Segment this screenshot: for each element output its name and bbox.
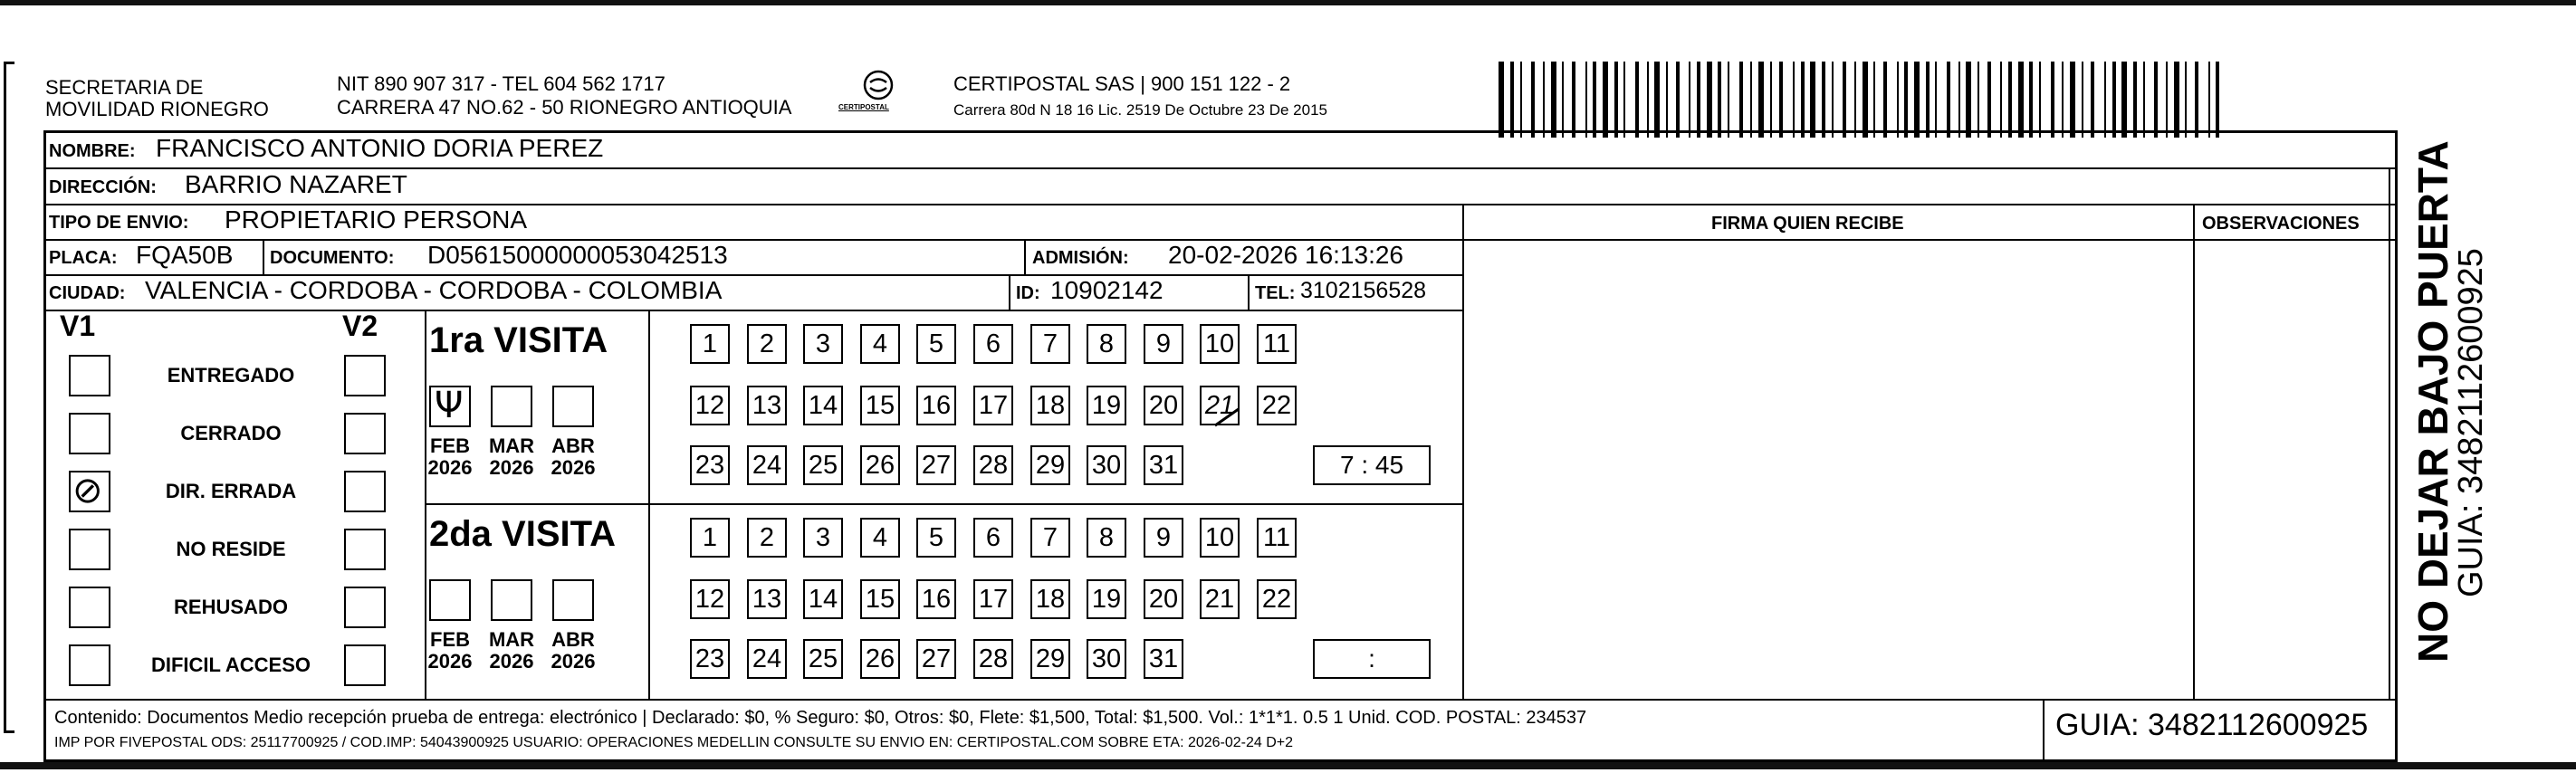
barcode-bar [2051,62,2054,138]
col-divider [2043,699,2045,762]
day-box[interactable]: 25 [803,639,843,679]
issuer-nit: NIT 890 907 317 - TEL 604 562 1717 [337,72,666,95]
barcode-bar [2174,62,2179,138]
id-label: ID: [1016,283,1040,303]
day-box[interactable]: 6 [973,518,1013,558]
v1-checkbox[interactable] [69,413,110,454]
day-box[interactable]: 21 [1200,579,1240,619]
day-box[interactable]: 4 [860,324,900,364]
ciudad-value: VALENCIA - CORDOBA - CORDOBA - COLOMBIA [145,276,723,304]
barcode-bar [1977,62,1979,138]
col-divider [1462,204,1464,700]
barcode-bar [1572,62,1575,138]
v2-checkbox[interactable] [344,529,386,570]
time-box[interactable]: : [1313,639,1431,679]
day-box[interactable]: 12 [690,386,730,425]
month-checkbox[interactable] [491,386,532,427]
barcode-bar [1531,62,1535,138]
tipo-envio-value: PROPIETARIO PERSONA [225,205,527,234]
day-box[interactable]: 8 [1087,324,1126,364]
day-box[interactable]: 30 [1087,639,1126,679]
visit-title: 1ra VISITA [429,320,608,360]
time-box[interactable]: 7 : 45 [1313,445,1431,485]
certipostal-logo-icon [862,69,895,101]
col-divider [1248,274,1250,310]
day-box[interactable]: 13 [747,579,787,619]
barcode-bar [1647,62,1649,138]
row-divider [43,310,1463,311]
col-divider [1009,274,1010,310]
col-divider [2389,167,2390,700]
barcode-bar [2029,62,2033,138]
barcode-bar [1843,62,1846,138]
status-label-5: DIFICIL ACCESO [150,654,311,676]
barcode-bar [1801,62,1805,138]
row-divider [648,503,1463,505]
status-label-2: DIR. ERRADA [165,480,297,502]
barcode-bar [1750,62,1752,138]
barcode-bar [1562,62,1564,138]
barcode-bar [1654,62,1660,138]
barcode-bar [1718,62,1721,138]
year-label: 2026 [489,650,534,673]
day-box[interactable]: 2 [747,518,787,558]
barcode-bar [2208,62,2210,138]
documento-value: D05615000000053042513 [427,241,728,269]
barcode-bar [1499,62,1504,138]
day-box[interactable]: 27 [916,639,956,679]
day-box[interactable]: 27 [916,445,956,485]
barcode-bar [2154,62,2158,138]
barcode-bar [1520,62,1522,138]
barcode-bar [1707,62,1712,138]
col-divider [2193,204,2195,700]
tel-label: TEL: [1255,283,1296,303]
v2-label: V2 [342,310,378,342]
footer-guia: GUIA: 3482112600925 [2055,708,2369,742]
status-label-1: CERRADO [180,422,282,444]
barcode-bar [2121,62,2127,138]
barcode-bar [2070,62,2075,138]
day-box[interactable]: 17 [973,579,1013,619]
barcode-bar [2000,62,2002,138]
barcode-bar [1958,62,1960,138]
month-checkbox[interactable] [491,579,532,621]
tel-value: 3102156528 [1300,278,1427,303]
barcode-bar [1697,62,1700,138]
day-box[interactable]: 20 [1144,579,1183,619]
v1-checkbox[interactable] [69,471,110,512]
observaciones-label: OBSERVACIONES [2202,214,2360,234]
barcode-bar [1947,62,1950,138]
barcode-bar [2166,62,2168,138]
year-label: 2026 [427,456,473,479]
nombre-value: FRANCISCO ANTONIO DORIA PEREZ [156,134,604,162]
year-label: 2026 [427,650,473,673]
day-box[interactable]: 1 [690,324,730,364]
barcode-bar [1897,62,1899,138]
day-box[interactable]: 22 [1257,386,1297,425]
day-box[interactable]: 10 [1200,518,1240,558]
day-box[interactable]: 7 [1030,518,1070,558]
month-checkbox[interactable] [552,386,594,427]
day-box[interactable]: 14 [803,579,843,619]
barcode-bar [2195,62,2198,138]
day-box[interactable]: 15 [860,386,900,425]
col-divider [1024,239,1026,275]
no-dejar-bajo-puerta: NO DEJAR BAJO PUERTA [2409,140,2456,663]
day-box[interactable]: 22 [1257,579,1297,619]
day-box[interactable]: 19 [1087,386,1126,425]
v1-checkbox[interactable] [69,355,110,396]
barcode-bar [2216,62,2219,138]
month-checkbox[interactable] [429,579,471,621]
day-box[interactable]: 11 [1257,324,1297,364]
issuer-name-line1: SECRETARIA DE [45,76,204,99]
barcode-bar [1614,62,1618,138]
day-box[interactable]: 2 [747,324,787,364]
barcode-bar [1623,62,1625,138]
day-box[interactable]: 31 [1144,445,1183,485]
barcode-bar [2104,62,2106,138]
col-divider [263,239,264,275]
ciudad-label: CIUDAD: [49,283,126,303]
barcode-bar [1883,62,1887,138]
barcode-bar [2018,62,2024,138]
v1-checkbox[interactable] [69,644,110,686]
footer-imp: IMP POR FIVEPOSTAL ODS: 25117700925 / COD.IMP: 54043900925 USUARIO: OPERACIONES MEDELLIN CONSULTE SU ENVIO EN: CERTIPOSTAL.COM SOBRE ETA: 2026-02-24 D+2 [54,735,1294,750]
barcode-bar [1551,62,1556,138]
day-box[interactable]: 19 [1087,579,1126,619]
side-guia: GUIA: 3482112600925 [2452,248,2490,597]
day-box[interactable]: 28 [973,639,1013,679]
day-box[interactable]: 8 [1087,518,1126,558]
direccion-label: DIRECCIÓN: [49,177,157,197]
day-box[interactable]: 3 [803,518,843,558]
barcode-bar [1689,62,1690,138]
firma-label: FIRMA QUIEN RECIBE [1711,214,1904,234]
direccion-value: BARRIO NAZARET [185,170,407,198]
day-box[interactable]: 9 [1144,518,1183,558]
day-box[interactable]: 29 [1030,639,1070,679]
top-rule [0,0,2576,5]
year-label: 2026 [551,456,596,479]
day-box[interactable]: 26 [860,445,900,485]
barcode-bar [1987,62,1991,138]
barcode-bar [1593,62,1596,138]
barcode-bar [2082,62,2083,138]
barcode-bar [1854,62,1856,138]
day-box[interactable]: 25 [803,445,843,485]
barcode-bar [2112,62,2116,138]
day-box[interactable]: 4 [860,518,900,558]
admision-value: 20-02-2026 16:13:26 [1168,241,1403,269]
day-box[interactable]: 16 [916,579,956,619]
status-label-0: ENTREGADO [167,364,295,386]
barcode-bar [1926,62,1930,138]
barcode-bar [1793,62,1795,138]
day-box[interactable]: 11 [1257,518,1297,558]
placa-value: FQA50B [136,241,234,269]
row-divider [43,167,2398,169]
left-bracket [4,62,14,733]
check-mark-icon: Ψ [435,385,464,426]
v2-checkbox[interactable] [344,471,386,512]
v1-checkbox[interactable] [69,529,110,570]
day-box[interactable]: 26 [860,639,900,679]
v1-checkbox[interactable] [69,587,110,628]
day-box[interactable]: 12 [690,579,730,619]
barcode-bar [1676,62,1680,138]
documento-label: DOCUMENTO: [270,248,395,268]
barcode-bar [2091,62,2094,138]
barcode-bar [1935,62,1937,138]
admision-label: ADMISIÓN: [1032,248,1129,268]
day-box[interactable]: 30 [1087,445,1126,485]
barcode-bar [1914,62,1920,138]
day-box[interactable]: 15 [860,579,900,619]
v2-checkbox[interactable] [344,644,386,686]
day-box[interactable]: 16 [916,386,956,425]
tipo-envio-label: TIPO DE ENVIO: [49,213,189,233]
day-box[interactable]: 24 [747,445,787,485]
day-box[interactable]: 1 [690,518,730,558]
barcode-bar [1510,62,1514,138]
status-label-4: REHUSADO [174,596,288,618]
month-label: FEB [430,628,470,651]
barcode-bar [2062,62,2064,138]
month-label: FEB [430,434,470,457]
barcode-bar [1810,62,1815,138]
barcode-bar [1770,62,1772,138]
barcode-bar [2143,62,2145,138]
day-box[interactable]: 7 [1030,324,1070,364]
barcode-bar [1728,62,1729,138]
placa-label: PLACA: [49,248,118,268]
day-box[interactable]: 23 [690,445,730,485]
logo-caption: CERTIPOSTAL [838,103,889,111]
month-label: ABR [551,628,595,651]
barcode-bar [1904,62,1908,138]
v2-checkbox[interactable] [344,587,386,628]
barcode-bar [1966,62,1971,138]
carrier-name: CERTIPOSTAL SAS | 900 151 122 - 2 [953,72,1291,95]
barcode-bar [1666,62,1668,138]
year-label: 2026 [551,650,596,673]
bottom-rule [0,762,2576,769]
barcode-bar [1635,62,1639,138]
day-box[interactable]: 5 [916,324,956,364]
v2-checkbox[interactable] [344,413,386,454]
year-label: 2026 [489,456,534,479]
day-box[interactable]: 14 [803,386,843,425]
status-label-3: NO RESIDE [176,538,286,560]
day-box[interactable]: 18 [1030,386,1070,425]
footer-content: Contenido: Documentos Medio recepción prueba de entrega: electrónico | Declarado: $0, % Seguro: $0, Otros: $0, Flete: $1,500, Total: $1,500. Vol.: 1*1*1. 0.5 1 Unid. COD. POSTAL: 234537 [54,708,1587,728]
barcode-bar [1779,62,1783,138]
barcode-bar [1822,62,1825,138]
day-box[interactable]: 17 [973,386,1013,425]
issuer-name-line2: MOVILIDAD RIONEGRO [45,98,269,120]
barcode-bar [2133,62,2137,138]
barcode-bar [1832,62,1834,138]
barcode-bar [1543,62,1545,138]
barcode-bar [2039,62,2041,138]
carrier-license: Carrera 80d N 18 16 Lic. 2519 De Octubre 23 De 2015 [953,101,1327,119]
barcode-bar [2185,62,2187,138]
day-box[interactable]: 6 [973,324,1013,364]
day-box[interactable]: 23 [690,639,730,679]
day-box[interactable]: 9 [1144,324,1183,364]
issuer-address: CARRERA 47 NO.62 - 50 RIONEGRO ANTIOQUIA [337,96,792,119]
day-box[interactable]: 21 [1200,386,1240,425]
v2-checkbox[interactable] [344,355,386,396]
nombre-label: NOMBRE: [49,141,136,161]
barcode [1499,62,2223,138]
visit-title: 2da VISITA [429,514,616,554]
day-box[interactable]: 24 [747,639,787,679]
day-box[interactable]: 5 [916,518,956,558]
row-divider [425,503,648,505]
month-checkbox[interactable] [429,386,471,427]
barcode-bar [1585,62,1587,138]
day-box[interactable]: 13 [747,386,787,425]
month-label: ABR [551,434,595,457]
day-box[interactable]: 31 [1144,639,1183,679]
month-label: MAR [488,628,535,651]
day-box[interactable]: 18 [1030,579,1070,619]
day-box[interactable]: 3 [803,324,843,364]
day-box[interactable]: 10 [1200,324,1240,364]
barcode-bar [1873,62,1875,138]
barcode-bar [1758,62,1764,138]
barcode-bar [1603,62,1608,138]
row-divider [43,699,2398,701]
barcode-bar [1739,62,1743,138]
barcode-bar [1863,62,1868,138]
barcode-bar [2008,62,2012,138]
month-label: MAR [488,434,535,457]
v1-label: V1 [60,310,96,342]
month-checkbox[interactable] [552,579,594,621]
day-box[interactable]: 20 [1144,386,1183,425]
day-box[interactable]: 29 [1030,445,1070,485]
check-mark-icon: ⊘ [72,470,103,511]
day-box[interactable]: 28 [973,445,1013,485]
strike-mark [1200,387,1240,427]
id-value: 10902142 [1050,276,1164,304]
